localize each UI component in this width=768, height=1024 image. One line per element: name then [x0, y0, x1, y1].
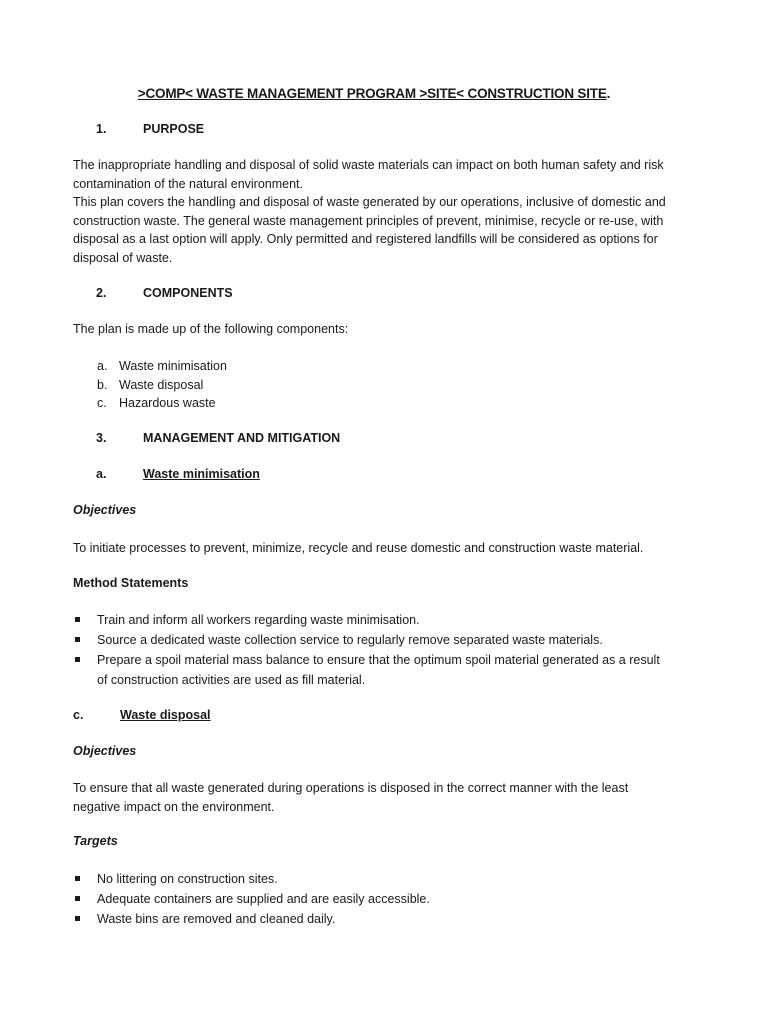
- square-bullet-icon: [75, 896, 80, 901]
- list-item-label: Waste disposal: [119, 377, 204, 392]
- subsection-title: Waste disposal: [120, 708, 211, 722]
- list-marker: b.: [97, 377, 108, 392]
- list-item: [73, 650, 673, 690]
- list-item-text: Train and inform all workers regarding waste minimisation.: [97, 613, 420, 627]
- list-item: [73, 869, 673, 889]
- section-number: 2.: [96, 286, 107, 300]
- purpose-paragraph-2: This plan covers the handling and disposal of waste generated by our operations, inclusive of domestic and construction waste. The general waste management principles of prevent, minimise, recycle or re-use, with disposal as a last option will apply. Only permitted and registered landfills will be considered as options for disposal of waste.: [73, 195, 666, 265]
- square-bullet-icon: [75, 876, 80, 881]
- subsection-marker: a.: [96, 467, 107, 481]
- list-item-text: Waste bins are removed and cleaned daily.: [97, 912, 336, 926]
- method-statements-label: Method Statements: [73, 576, 189, 590]
- document-title-period: .: [606, 86, 611, 101]
- square-bullet-icon: [75, 657, 80, 662]
- purpose-paragraph-1: The inappropriate handling and disposal of solid waste materials can impact on both human safety and risk contamination of the natural environment.: [73, 158, 664, 191]
- section-heading-purpose: [96, 122, 204, 136]
- subsection-title: Waste minimisation: [143, 467, 260, 481]
- square-bullet-icon: [75, 637, 80, 642]
- list-item-text: No littering on construction sites.: [97, 872, 278, 886]
- components-intro: The plan is made up of the following components:: [73, 322, 349, 336]
- list-item: [73, 909, 673, 929]
- list-marker: c.: [97, 396, 107, 410]
- section-heading-management: [96, 431, 340, 445]
- list-item: [73, 889, 673, 909]
- section-heading-components: [96, 286, 233, 300]
- minimisation-objectives-text: To initiate processes to prevent, minimize, recycle and reuse domestic and construction waste material.: [73, 541, 644, 555]
- square-bullet-icon: [75, 916, 80, 921]
- list-item-label: Waste minimisation: [119, 359, 227, 373]
- list-item-label: Hazardous waste: [119, 396, 216, 410]
- list-item: [73, 610, 673, 630]
- targets-label: Targets: [73, 834, 118, 848]
- list-item: [73, 630, 673, 650]
- list-item-text: Source a dedicated waste collection service to regularly remove separated waste materials.: [97, 633, 603, 647]
- section-title: COMPONENTS: [143, 286, 233, 300]
- method-statements-list: [73, 610, 673, 690]
- list-item: [97, 376, 227, 395]
- components-list: [97, 357, 227, 413]
- section-title: MANAGEMENT AND MITIGATION: [143, 431, 341, 445]
- list-item-text: Adequate containers are supplied and are easily accessible.: [97, 892, 430, 906]
- section-number: 1.: [96, 122, 107, 136]
- objectives-label: Objectives: [73, 744, 137, 758]
- square-bullet-icon: [75, 617, 80, 622]
- list-item: [97, 357, 227, 376]
- list-item-text: Prepare a spoil material mass balance to ensure that the optimum spoil material generated as a result of construction activities are used as fill material.: [97, 653, 660, 687]
- objectives-label: Objectives: [73, 503, 137, 517]
- section-title: PURPOSE: [143, 122, 205, 136]
- subsection-heading-waste-disposal: [73, 708, 211, 722]
- list-marker: a.: [97, 359, 108, 373]
- document-title-text: >COMP< WASTE MANAGEMENT PROGRAM >SITE< CONSTRUCTION SITE: [137, 86, 607, 101]
- subsection-heading-waste-minimisation: [96, 467, 260, 481]
- section-number: 3.: [96, 431, 107, 445]
- list-item: [97, 394, 227, 413]
- disposal-objectives-text: To ensure that all waste generated during operations is disposed in the correct manner with the least negative impact on the environment.: [73, 781, 629, 814]
- subsection-marker: c.: [73, 708, 84, 722]
- targets-list: [73, 869, 673, 929]
- document-title: [0, 86, 748, 101]
